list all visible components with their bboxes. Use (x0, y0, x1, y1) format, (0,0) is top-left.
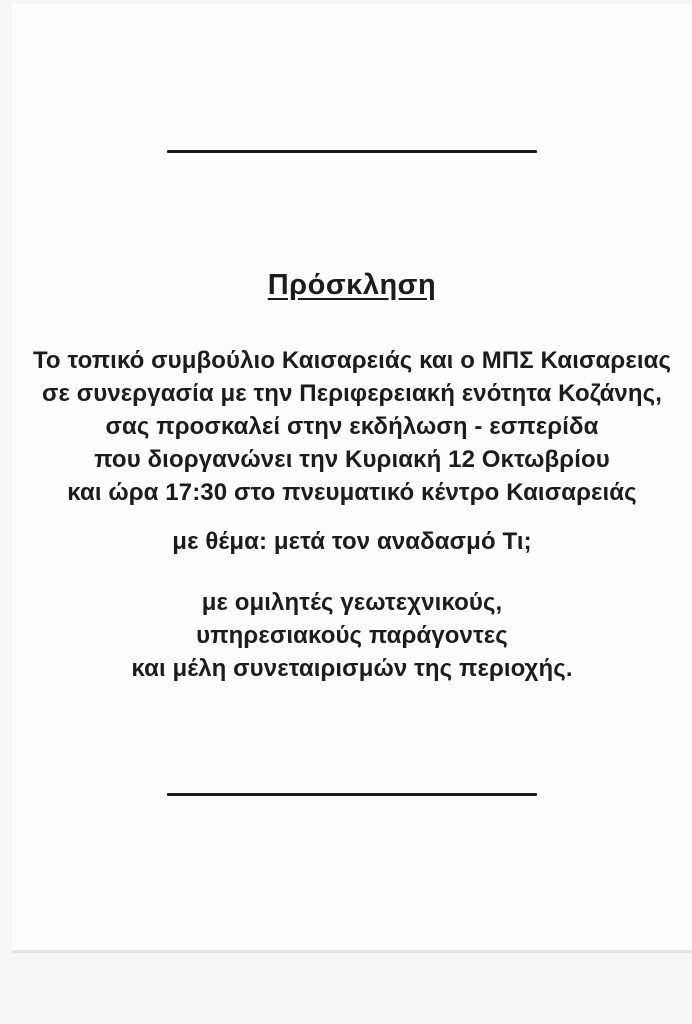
intro-line: Το τοπικό συμβούλιο Καισαρειάς και ο ΜΠΣ Καισαρειας (32, 347, 672, 374)
bottom-divider-line (167, 793, 537, 796)
speakers-line: υπηρεσιακούς παράγοντες (196, 622, 508, 649)
speakers-line: με ομιλητές γεωτεχνικούς, (201, 589, 503, 616)
theme-line: με θέμα: μετά τον αναδασμό Τι; (172, 528, 532, 555)
page-title: Πρόσκληση (267, 269, 437, 301)
speakers-line: και μέλη συνεταιρισμών της περιοχής. (131, 655, 573, 682)
intro-line: σε συνεργασία με την Περιφερειακή ενότητα Κοζάνης, (42, 380, 662, 407)
intro-paragraph (12, 344, 692, 509)
invitation-page (12, 4, 692, 950)
speakers-paragraph (12, 586, 692, 685)
intro-line: και ώρα 17:30 στο πνευματικό κέντρο Καισαρειάς (67, 479, 637, 506)
theme-paragraph (12, 525, 692, 558)
intro-line: σας προσκαλεί στην εκδήλωση - εσπερίδα (105, 413, 599, 440)
top-divider-line (167, 150, 537, 153)
intro-line: που διοργανώνει την Κυριακή 12 Οκτωβρίου (94, 446, 610, 473)
